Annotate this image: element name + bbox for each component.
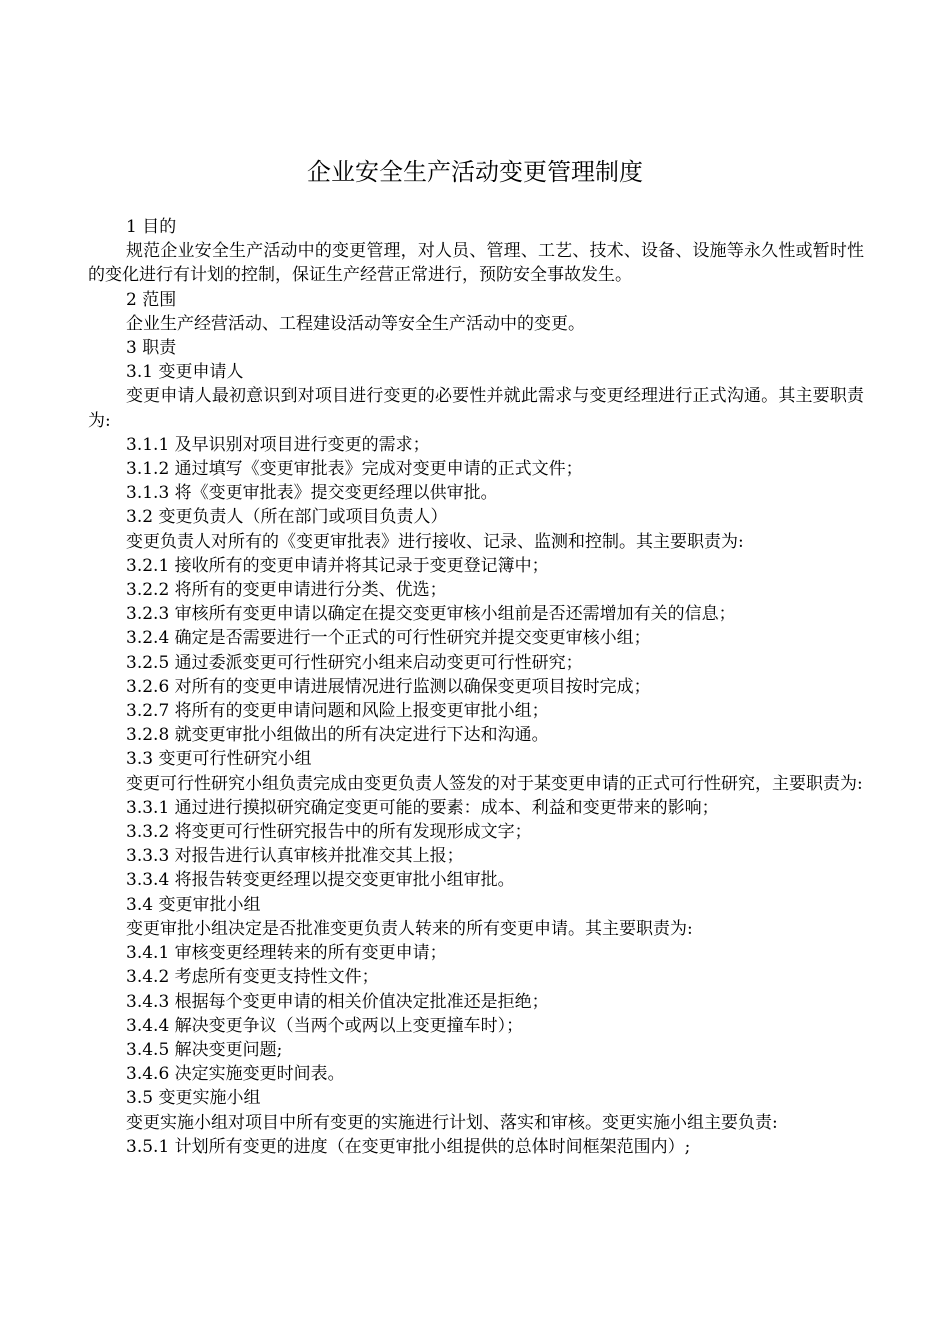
subsection-heading-3-2: 3.2 变更负责人（所在部门或项目负责人）: [126, 507, 448, 528]
list-item-3-1-1: 3.1.1 及早识别对项目进行变更的需求；: [126, 434, 430, 455]
list-item-3-2-6: 3.2.6 对所有的变更申请进展情况进行监测以确保变更项目按时完成；: [126, 676, 651, 697]
section-heading-scope: 2 范围: [126, 289, 177, 310]
list-item-3-1-2: 3.1.2 通过填写《变更审批表》完成对变更申请的正式文件；: [126, 459, 583, 480]
document-title: 企业安全生产活动变更管理制度: [307, 158, 643, 186]
scope-text: 企业生产经营活动、工程建设活动等安全生产活动中的变更。: [126, 313, 585, 334]
list-item-3-3-4: 3.3.4 将报告转变更经理以提交变更审批小组审批。: [126, 870, 515, 891]
list-item-3-2-8: 3.2.8 就变更审批小组做出的所有决定进行下达和沟通。: [126, 725, 549, 746]
list-item-3-4-1: 3.4.1 审核变更经理转来的所有变更申请；: [126, 943, 447, 964]
paragraph-3-5-intro: 变更实施小组对项目中所有变更的实施进行计划、落实和审核。变更实施小组主要负责:: [126, 1112, 778, 1133]
list-item-3-4-3: 3.4.3 根据每个变更申请的相关价值决定批准还是拒绝；: [126, 991, 549, 1012]
section-heading-purpose: 1 目的: [126, 217, 177, 237]
list-item-3-1-3: 3.1.3 将《变更审批表》提交变更经理以供审批。: [126, 483, 498, 504]
list-item-3-4-2: 3.4.2 考虑所有变更支持性文件；: [126, 967, 379, 988]
list-item-3-2-3: 3.2.3 审核所有变更申请以确定在提交变更审核小组前是否还需增加有关的信息；: [126, 604, 736, 625]
list-item-3-3-2: 3.3.2 将变更可行性研究报告中的所有发现形成文字；: [126, 822, 532, 843]
list-item-3-2-5: 3.2.5 通过委派变更可行性研究小组来启动变更可行性研究；: [126, 652, 583, 673]
list-item-3-4-5: 3.4.5 解决变更问题;: [126, 1039, 283, 1060]
list-item-3-2-2: 3.2.2 将所有的变更申请进行分类、优选；: [126, 580, 447, 601]
list-item-3-2-4: 3.2.4 确定是否需要进行一个正式的可行性研究并提交变更审核小组；: [126, 628, 651, 649]
list-item-3-3-1: 3.3.1 通过进行摸拟研究确定变更可能的要素：成本、利益和变更带来的影响；: [126, 797, 719, 818]
paragraph-3-4-intro: 变更审批小组决定是否批准变更负责人转来的所有变更申请。其主要职责为:: [126, 918, 693, 939]
document-body: [88, 215, 864, 1159]
list-item-3-2-7: 3.2.7 将所有的变更申请问题和风险上报变更审批小组；: [126, 701, 549, 722]
subsection-heading-3-1: 3.1 变更申请人: [126, 362, 244, 383]
list-item-3-4-6: 3.4.6 决定实施变更时间表。: [126, 1064, 345, 1085]
paragraph-3-1-intro: 变更申请人最初意识到对项目进行变更的必要性并就此需求与变更经理进行正式沟通。其主要职责为:: [88, 386, 864, 431]
paragraph-3-2-intro: 变更负责人对所有的《变更审批表》进行接收、记录、监测和控制。其主要职责为:: [126, 531, 744, 552]
list-item-3-3-3: 3.3.3 对报告进行认真审核并批准交其上报；: [126, 846, 464, 867]
list-item-3-5-1: 3.5.1 计划所有变更的进度（在变更审批小组提供的总体时间框架范围内）;: [126, 1136, 691, 1157]
subsection-heading-3-5: 3.5 变更实施小组: [126, 1088, 261, 1109]
purpose-text: 规范企业安全生产活动中的变更管理，对人员、管理、工艺、技术、设备、设施等永久性或暂时性的变化进行有计划的控制，保证生产经营正常进行，预防安全事故发生。: [88, 241, 864, 286]
list-item-3-4-4: 3.4.4 解决变更争议（当两个或两以上变更撞车时）；: [126, 1015, 524, 1036]
section-heading-responsibilities: 3 职责: [126, 338, 177, 359]
list-item-3-2-1: 3.2.1 接收所有的变更申请并将其记录于变更登记簿中；: [126, 555, 549, 576]
subsection-heading-3-4: 3.4 变更审批小组: [126, 894, 261, 915]
subsection-heading-3-3: 3.3 变更可行性研究小组: [126, 749, 312, 770]
paragraph-3-3-intro: 变更可行性研究小组负责完成由变更负责人签发的对于某变更申请的正式可行性研究，主要职责为:: [126, 773, 863, 794]
